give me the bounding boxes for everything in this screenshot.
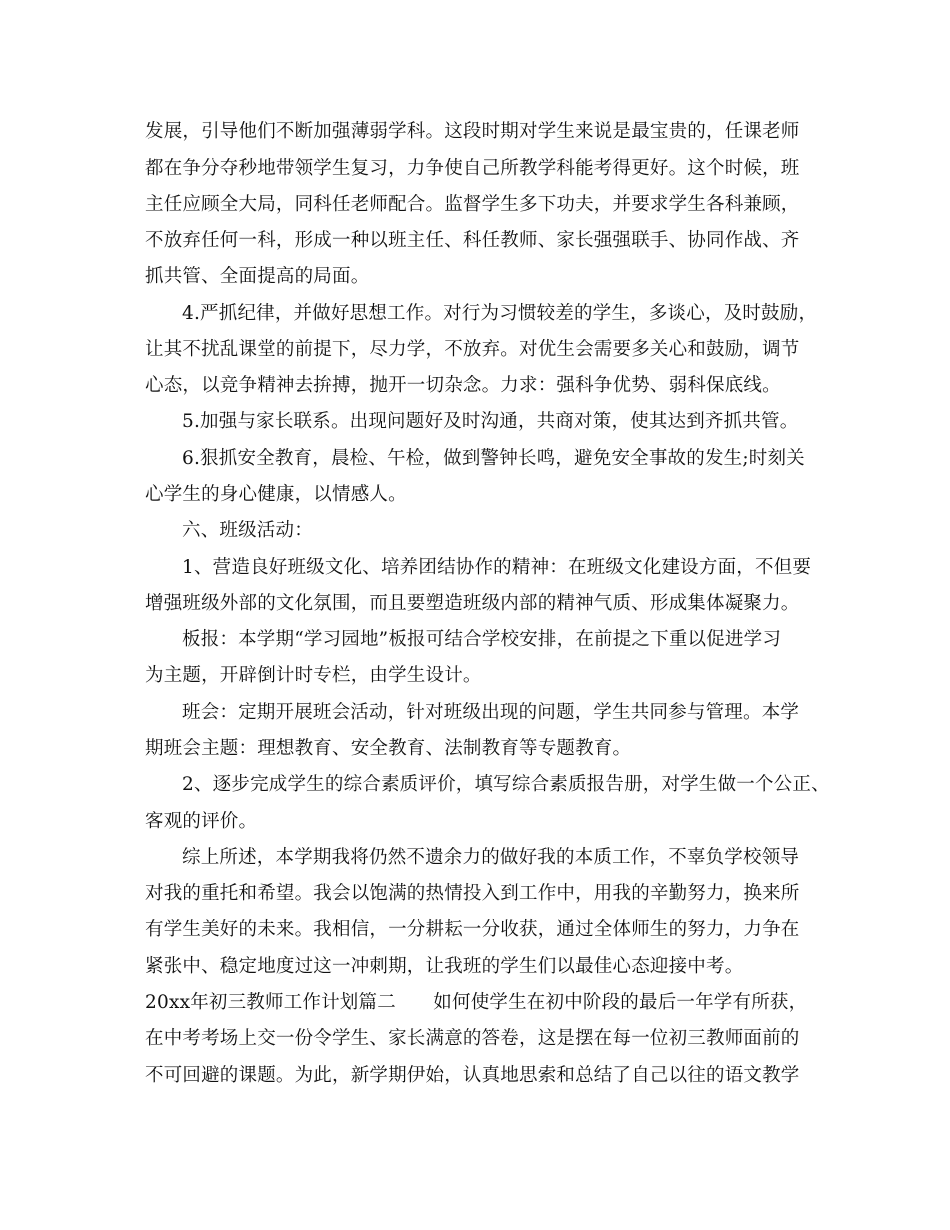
text-line: 客观的评价。 <box>145 811 258 832</box>
text-line: 不放弃任何一科，形成一种以班主任、科任教师、家长强强联手、协同作战、齐 <box>145 230 800 251</box>
text-line: 都在争分夺秒地带领学生复习，力争使自己所教学科能考得更好。这个时候，班 <box>145 158 800 179</box>
text-line: 在中考考场上交一份令学生、家长满意的答卷，这是摆在每一位初三教师面前的 <box>145 1028 800 1049</box>
text-line: 4.严抓纪律，并做好思想工作。对行为习惯较差的学生，多谈心，及时鼓励， <box>182 303 818 324</box>
text-line: 对我的重托和希望。我会以饱满的热情投入到工作中，用我的辛勤努力，换来所 <box>145 883 800 904</box>
text-line: 6.狠抓安全教育，晨检、午检，做到警钟长鸣，避免安全事故的发生;时刻关 <box>182 448 805 469</box>
text-line: 心态，以竞争精神去拚搏，抛开一切杂念。力求：强科争优势、弱科保底线。 <box>145 375 781 396</box>
text-line: 2、逐步完成学生的综合素质评价，填写综合素质报告册，对学生做一个公正、 <box>182 774 830 795</box>
text-line: 抓共管、全面提高的局面。 <box>145 266 370 287</box>
text-line: 发展，引导他们不断加强薄弱学科。这段时期对学生来说是最宝贵的，任课老师 <box>145 121 800 142</box>
text-line: 让其不扰乱课堂的前提下，尽力学，不放弃。对优生会需要多关心和鼓励，调节 <box>145 339 800 360</box>
text-line: 20xx年初三教师工作计划篇二 如何使学生在初中阶段的最后一年学有所获， <box>145 992 808 1013</box>
text-line: 心学生的身心健康，以情感人。 <box>145 484 407 505</box>
section-heading: 六、班级活动： <box>182 520 313 541</box>
text-line: 期班会主题：理想教育、安全教育、法制教育等专题教育。 <box>145 738 632 759</box>
text-line: 综上所述，本学期我将仍然不遗余力的做好我的本质工作，不辜负学校领导 <box>182 847 800 868</box>
text-line: 班会：定期开展班会活动，针对班级出现的问题，学生共同参与管理。本学 <box>182 702 800 723</box>
text-line: 主任应顾全大局，同科任老师配合。监督学生多下功夫，并要求学生各科兼顾， <box>145 194 800 215</box>
text-line: 有学生美好的未来。我相信，一分耕耘一分收获，通过全体师生的努力，力争在 <box>145 919 800 940</box>
text-line: 紧张中、稳定地度过这一冲刺期，让我班的学生们以最佳心态迎接中考。 <box>145 956 744 977</box>
text-line: 5.加强与家长联系。出现问题好及时沟通，共商对策，使其达到齐抓共管。 <box>182 411 799 432</box>
text-line: 为主题，开辟倒计时专栏，由学生设计。 <box>145 665 482 686</box>
text-line: 1、营造良好班级文化、培养团结协作的精神：在班级文化建设方面，不但要 <box>182 557 812 578</box>
text-line: 增强班级外部的文化氛围，而且要塑造班级内部的精神气质、形成集体凝聚力。 <box>145 593 800 614</box>
text-line: 不可回避的课题。为此，新学期伊始，认真地思索和总结了自己以往的语文教学 <box>145 1065 800 1086</box>
text-line: 板报：本学期“学习园地”板报可结合学校安排，在前提之下重以促进学习 <box>182 629 782 650</box>
